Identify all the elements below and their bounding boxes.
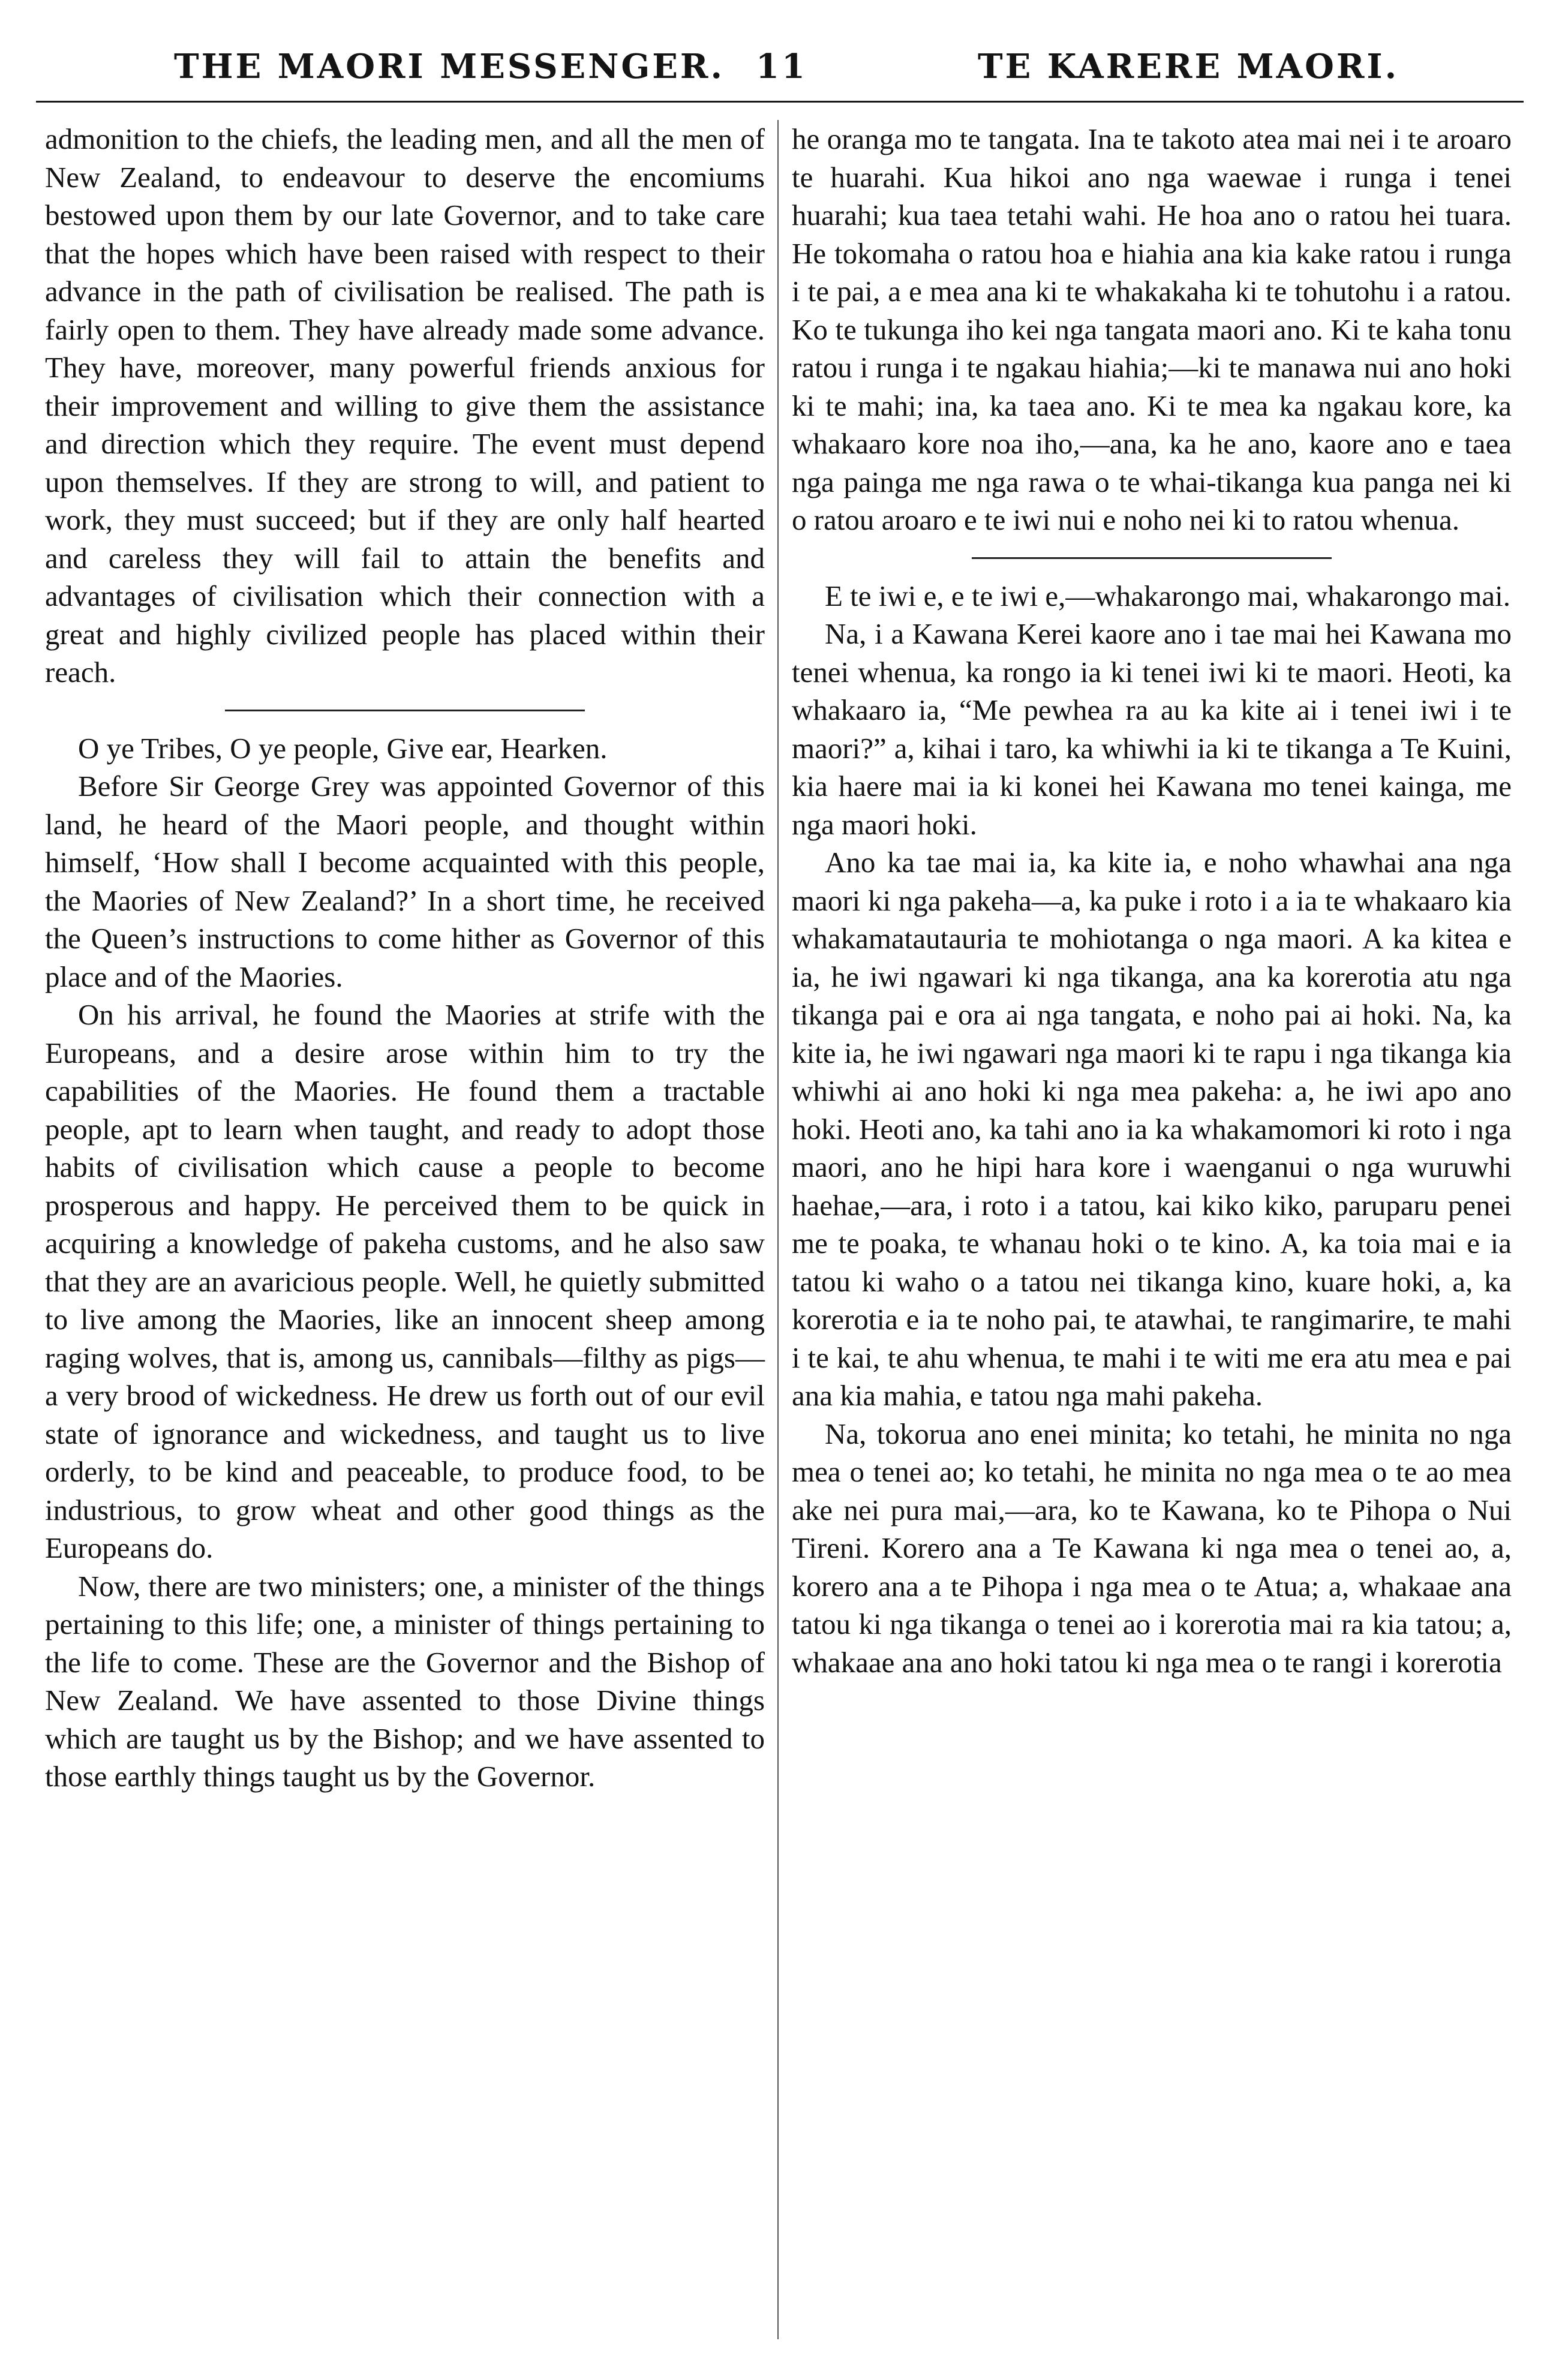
section-separator [225,710,585,711]
column-divider [777,120,779,2339]
maori-paragraph: Ano ka tae mai ia, ka kite ia, e noho whawhai ana nga maori ki nga pakeha—a, ka puke i roto i a ia te whakaaro kia whakamatautauria te mohiotanga o nga maori. A ka kitea e ia, he iwi ngawari ki nga tikanga, ana ka korerotia atu nga tikanga pai e ora ai nga tangata, e noho pai ai hoki. Na, ka kite ia, he iwi ngawari nga maori ki te rapu i nga tikanga kia whiwhi ai ano hoki ki nga mea pakeha: a, he iwi apo ano hoki. Heoti ano, ka tahi ano ia ka whakamomori ki roto i nga maori, ano he hipi hara kore i waenganui o nga wuruwhi haehae,—ara, i roto i a tatou, kai kiko kiko, paruparu penei me te poaka, te whanau hoki o te kino. A, ka toia mai e ia tatou ki waho o a tatou nei tikanga kino, kuare hoki, a, ka korerotia e ia te noho pai, te atawhai, te rangimarire, te mahi i te kai, te ahu whenua, te mahi i te witi me era atu mea e pai ana kia mahia, e tatou nga mahi pakeha. [792,846,1512,1412]
english-paragraph: Before Sir George Grey was appointed Governor of this land, he heard of the Maori people, and thought within himself, ‘How shall I become acquainted with this people, the Maories of New Zealand?’ In a short time, he received the Queen’s instructions to come hither as Governor of this place and of the Maories. [45,770,765,993]
header-rule [36,101,1524,103]
maori-section-heading: E te iwi e, e te iwi e,—whakarongo mai, whakarongo mai. [825,579,1510,612]
maori-intro-paragraph: he oranga mo te tangata. Ina te takoto atea mai nei i te aroaro te huarahi. Kua hikoi ano nga waewae i runga i tenei huarahi; kua taea tetahi wahi. He hoa ano o ratou hei tuara. He tokomaha o ratou hoa e hiahia ana kia kake ratou i runga i te pai, a e mea ana ki te whakakaha ki te tohutohu i a ratou. Ko te tukunga iho kei nga tangata maori ano. Ki te kaha tonu ratou i runga i te ngakau hiahia;—ki te manawa nui ano hoki ki te mahi; ina, ka taea ano. Ki te mea ka ngakau kore, ka whakaaro kore noa iho,—ana, ka he ano, kaore ano e taea nga painga me nga rawa o te whai-tikanga kua panga nei ki o ratou aroaro e te iwi nui e noho nei ki to ratou whenua. [792,122,1512,536]
english-paragraph: On his arrival, he found the Maories at strife with the Europeans, and a desire arose within him to try the capabilities of the Maories. He found them a tractable people, apt to learn when taught, and ready to adopt those habits of civilisation which cause a people to become prosperous and happy. He perceived them to be quick in acquiring a knowledge of pakeha customs, and he also saw that they are an avaricious people. Well, he quietly submitted to live among the Maories, like an innocent sheep among raging wolves, that is, among us, cannibals—filthy as pigs—a very brood of wickedness. He drew us forth out of our evil state of ignorance and wickedness, and taught us to live orderly, to be kind and peaceable, to produce food, to be industrious, to grow wheat and other good things as the Europeans do. [45,998,765,1564]
english-paragraph: Now, there are two ministers; one, a minister of the things pertaining to this life; one, a minister of things pertaining to the life to come. These are the Governor and the Bishop of New Zealand. We have assented to those Divine things which are taught us by the Bishop; and we have assented to those earthly things taught us by the Governor. [45,1569,765,1793]
english-masthead: THE MAORI MESSENGER. [174,47,725,86]
maori-masthead: TE KARERE MAORI. [978,47,1399,86]
english-column [45,120,765,1796]
maori-column [792,120,1512,1681]
maori-paragraph: Na, i a Kawana Kerei kaore ano i tae mai hei Kawana mo tenei whenua, ka rongo ia ki tenei iwi ki te maori. Heoti, ka whakaaro ia, “Me pewhea ra au ka kite ai i tenei iwi i te maori?” a, kihai i taro, ka whiwhi ia ki te tikanga a Te Kuini, kia haere mai ia ki konei hei Kawana mo tenei kainga, me nga maori hoki. [792,617,1512,841]
maori-paragraph: Na, tokorua ano enei minita; ko tetahi, he minita no nga mea o tenei ao; ko tetahi, he minita no nga mea o te ao mea ake nei pura mai,—ara, ko te Kawana, ko te Pihopa o Nui Tireni. Korero ana a Te Kawana ki nga mea o tenei ao, a, korero ana a te Pihopa i nga mea o te Atua; a, whakaae ana tatou ki nga tikanga o tenei ao i korerotia mai ra kia tatou; a, whakaae ana ano hoki tatou ki nga mea o te rangi i korerotia [792,1417,1512,1679]
page-header [36,35,1524,125]
english-intro-paragraph: admonition to the chiefs, the leading men, and all the men of New Zealand, to endeavour to deserve the encomiums bestowed upon them by our late Governor, and to take care that the hopes which have been raised with respect to their advance in the path of civilisation be realised. The path is fairly open to them. They have already made some advance. They have, moreover, many powerful friends anxious for their improvement and willing to give them the assistance and direction which they require. The event must depend upon themselves. If they are strong to will, and patient to work, they must succeed; but if they are only half hearted and careless they will fail to attain the benefits and advantages of civilisation which their connection with a great and highly civilized people has placed within their reach. [45,122,765,689]
section-separator [972,557,1332,559]
english-section-heading: O ye Tribes, O ye people, Give ear, Hearken. [78,731,608,765]
page-number: 11 [756,47,807,86]
